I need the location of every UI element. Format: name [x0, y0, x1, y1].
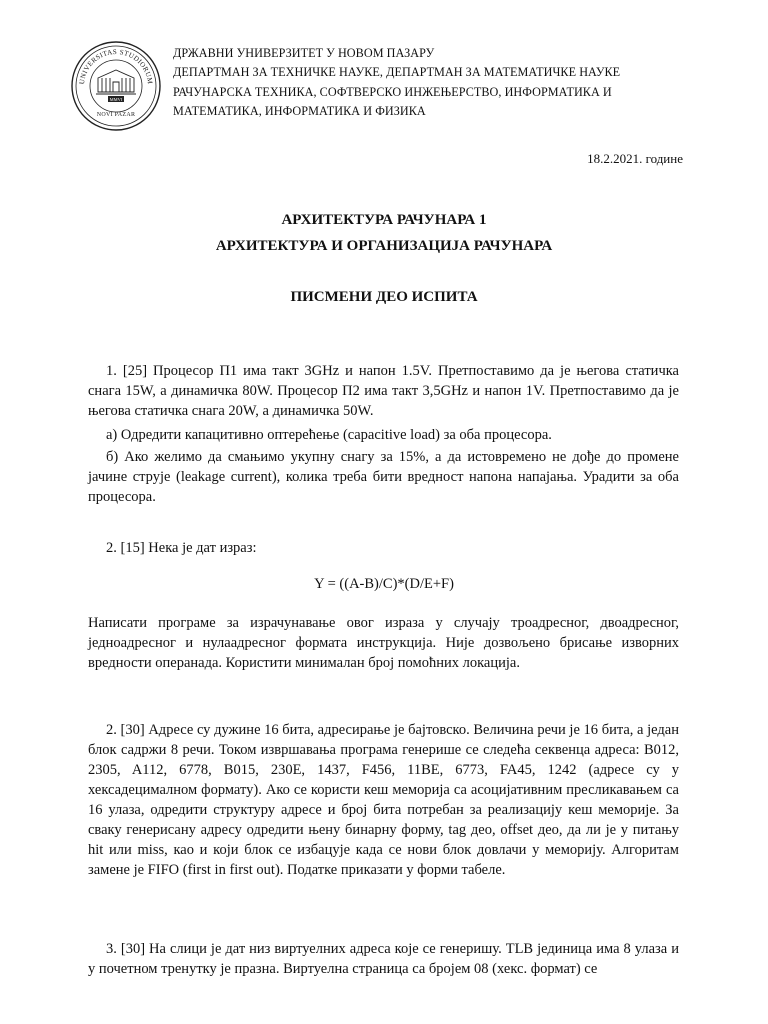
task-4-text: 3. [30] На слици је дат низ виртуелних адреса које се генеришу. TLB јединица има 8 улаза и у почетном тренутку је празна. Виртуелна страница са бројем 08 (хекс. формат) се [88, 941, 679, 977]
seal-bottom-text: NOVI PAZAR [96, 112, 136, 118]
task-2-text: Написати програме за израчунавање овог израза у случају троадресног, двоадресног, једноадресног и нулаадресног формата инструкција. Није дозвољено брисање изворних вредности операнада. Користити минималан број помоћних локација. [88, 615, 679, 671]
task-1-text: 1. [25] Процесор П1 има такт 3GHz и напон 1.5V. Претпоставимо да је његова статичка снага 15W, а динамичка 80W. Процесор П2 има такт 3,5GHz и напон 1V. Претпоставимо да је његова статичка снага 20W, а динамичка 50W. [88, 363, 679, 419]
exam-title: ПИСМЕНИ ДЕО ИСПИТА [290, 289, 478, 305]
course-title-1: АРХИТЕКТУРА РАЧУНАРА 1 [281, 212, 487, 228]
header-line-programs-2: МАТЕМАТИКА, ИНФОРМАТИКА И ФИЗИКА [173, 103, 426, 118]
task-3-text: 2. [30] Адресе су дужине 16 бита, адресирање је бајтовско. Величина речи је 16 бита, а један блок садржи 8 речи. Током извршавања програма генерише се следећа секвенца адреса: B012, 2305, A112, 6778, B015, 230E, 1437, F456, 11BE, 6773, FA45, 1242 (адресе су у хексадецималном формату). Ако се користи кеш меморија са асоцијативним пресликавањем са 16 улаза, одредити структуру адресе и број бита потребан за реализацију кеш меморије. За сваку генерисану адресу одредити њену бинарну форму, tag део, offset део, да ли је у питању hit или miss, као и који блок се избацује када се нови блок довлачи у меморију. Алгоритам замене је FIFO (first in first out). Податке приказати у форми табеле. [88, 722, 679, 878]
svg-text:UNIVERSITAS STUDIORUM [78, 48, 154, 85]
exam-date: 18.2.2021. године [587, 151, 683, 166]
header-line-departments: ДЕПАРТМАН ЗА ТЕХНИЧКЕ НАУКЕ, ДЕПАРТМАН ЗА МАТЕМАТИЧКЕ НАУКЕ [173, 65, 621, 80]
header-line-programs-1: РАЧУНАРСКА ТЕХНИКА, СОФТВЕРСКО ИНЖЕЊЕРСТВО, ИНФОРМАТИКА И [173, 84, 612, 99]
university-seal-logo [70, 40, 162, 132]
task-2-intro: 2. [15] Нека је дат израз: [106, 540, 257, 556]
task-1-part-a: а) Одредити капацитивно оптерећење (capacitive load) за оба процесора. [106, 427, 552, 443]
course-title-2: АРХИТЕКТУРА И ОРГАНИЗАЦИЈА РАЧУНАРА [215, 238, 553, 254]
seal-top-text: UNIVERSITAS STUDIORUM [77, 47, 155, 85]
seal-year: MMVI [109, 97, 123, 102]
task-1-part-b: б) Ако желимо да смањимо укупну снагу за 15%, а да истовремено не дође до промене јачине струје (leakage current), колика треба бити вредност напона напајања. Урадити за оба процесора. [88, 449, 679, 505]
task-2-formula: Y = ((A-B)/C)*(D/E+F) [314, 576, 454, 592]
institution-header [173, 44, 620, 121]
header-line-university: ДРЖАВНИ УНИВЕРЗИТЕТ У НОВОМ ПАЗАРУ [173, 46, 435, 60]
